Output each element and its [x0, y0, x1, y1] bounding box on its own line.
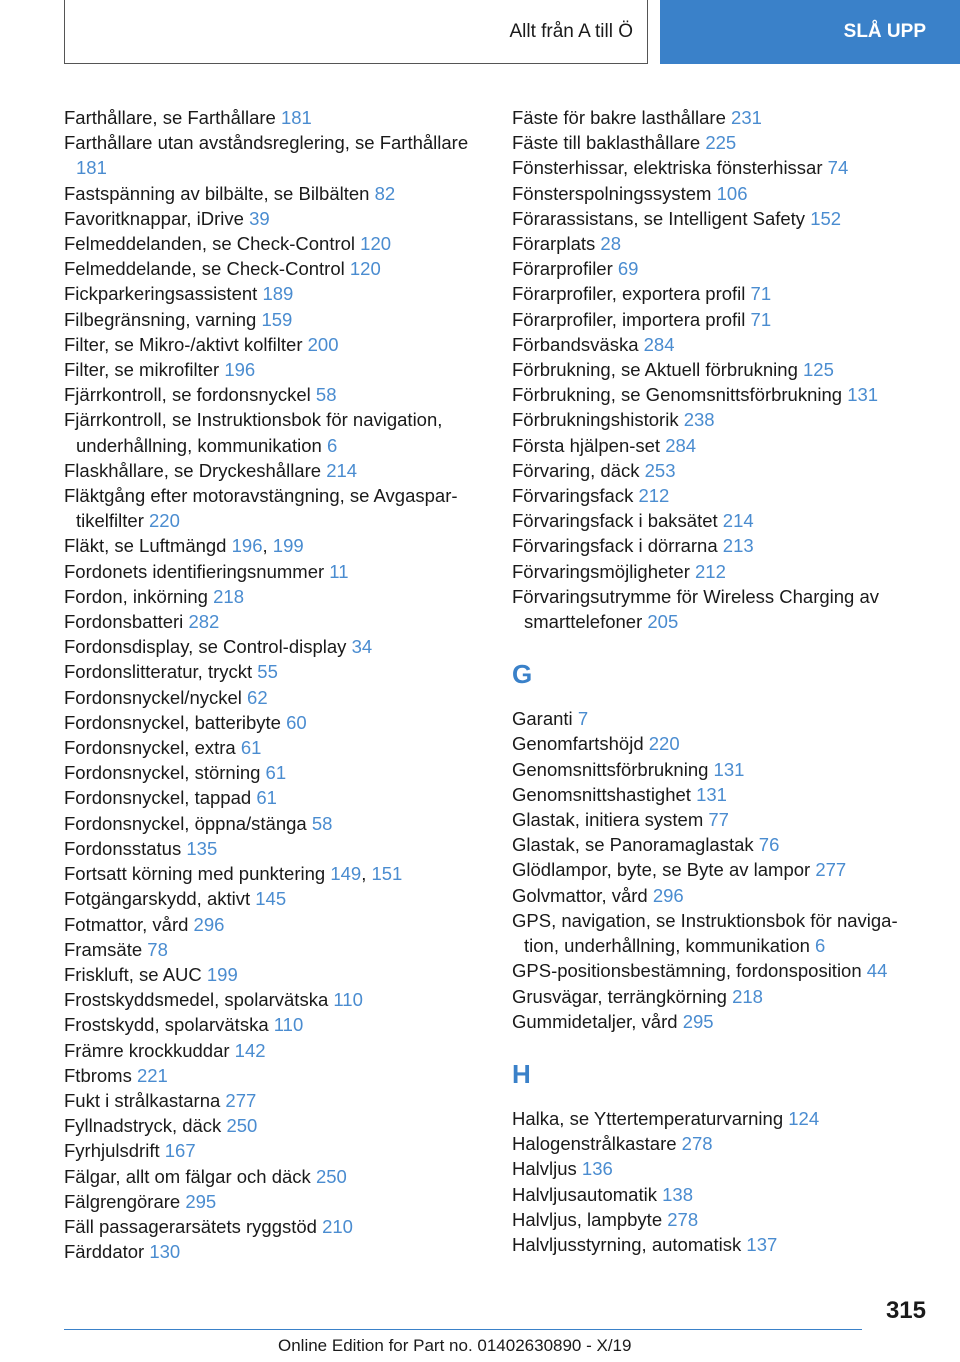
index-entry	[64, 382, 494, 407]
index-entry-term: Förarprofiler, exportera profil	[512, 283, 746, 305]
index-entry-term: Framsäte	[64, 938, 143, 960]
index-entry	[64, 1012, 494, 1037]
index-entry	[64, 710, 494, 735]
index-entry	[512, 206, 912, 231]
page-link[interactable]: 214	[722, 510, 754, 532]
page-link[interactable]: 220	[149, 510, 180, 532]
index-entry-term: Fjärrkontroll, se fordonsnyckel	[64, 384, 311, 406]
index-entry	[512, 281, 912, 306]
index-entry	[64, 886, 494, 911]
index-entry	[64, 458, 494, 483]
index-entry-term: Fortsatt körning med punktering	[64, 863, 326, 885]
page-link[interactable]: 225	[705, 132, 737, 154]
index-entry	[64, 735, 494, 760]
page-link[interactable]: 11	[329, 560, 349, 582]
index-entry	[64, 811, 494, 836]
index-entry	[64, 685, 494, 710]
index-entry	[64, 609, 494, 634]
page-link[interactable]: 238	[683, 409, 715, 431]
page-link[interactable]: 181	[76, 157, 107, 179]
page-link[interactable]: 120	[349, 258, 381, 280]
index-entry	[512, 382, 912, 407]
index-entry	[512, 458, 912, 483]
index-entry-term: Förarplats	[512, 233, 596, 255]
page-link[interactable]: 189	[262, 283, 294, 305]
index-entry	[64, 1113, 494, 1138]
index-entry	[64, 1088, 494, 1113]
page-link[interactable]: 151	[371, 863, 403, 885]
index-entry	[64, 962, 494, 987]
index-entry	[512, 1182, 912, 1207]
page-link[interactable]: 131	[713, 758, 745, 780]
index-entry-term: Förvaring, däck	[512, 459, 640, 481]
index-entry	[64, 1063, 494, 1088]
page-link[interactable]: 110	[333, 989, 363, 1011]
index-entry	[64, 1214, 494, 1239]
index-entry-term: Fjärrkontroll, se Instruktionsbok för navigation, underhållning, kommunikation	[64, 409, 443, 456]
index-entry	[64, 1138, 494, 1163]
index-entry	[512, 584, 912, 634]
index-entry	[64, 1038, 494, 1063]
index-entry-term: Frostskyddsmedel, spolarvätska	[64, 989, 329, 1011]
index-entry-term: Glastak, initiera system	[512, 809, 704, 831]
page-link[interactable]: 6	[815, 935, 826, 957]
index-entry-term: Fordonsnyckel, batteribyte	[64, 711, 281, 733]
index-entry-term: GPS, navigation, se Instruktionsbok för navigation, underhållning, kommunikation	[512, 909, 898, 957]
page-link[interactable]: 71	[750, 308, 772, 330]
index-entry	[512, 307, 912, 332]
page-link[interactable]: 82	[374, 182, 396, 204]
page-link[interactable]: 284	[665, 434, 697, 456]
page-link[interactable]: 200	[307, 333, 339, 355]
page-link[interactable]: 145	[255, 888, 287, 910]
index-entry-term: Fotmattor, vård	[64, 913, 189, 935]
index-entry	[512, 807, 912, 832]
index-entry	[512, 706, 912, 731]
index-entry-term: Halvljus, lampbyte	[512, 1208, 663, 1230]
page-link[interactable]: 167	[164, 1140, 196, 1162]
index-entry: Fläkt, se Luftmängd 196, 199	[64, 535, 304, 557]
index-entry	[64, 785, 494, 810]
index-entry	[512, 757, 912, 782]
index-entry-term: Fälgrengörare	[64, 1190, 181, 1212]
page-link[interactable]: 220	[648, 733, 680, 755]
index-entry-term: Fotgängarskydd, aktivt	[64, 888, 251, 910]
index-entry-term: Genomsnittsförbrukning	[512, 758, 709, 780]
index-entry	[512, 559, 912, 584]
index-entry	[512, 105, 912, 130]
page-link[interactable]: 205	[647, 611, 679, 633]
page-link[interactable]: 199	[206, 963, 238, 985]
index-entry: Fortsatt körning med punktering 149, 151	[64, 863, 403, 885]
index-entry-term: Förarassistans, se Intelligent Safety	[512, 207, 806, 229]
page-link[interactable]: 78	[147, 938, 168, 960]
index-entry	[512, 1156, 912, 1181]
page-link[interactable]: 74	[827, 157, 849, 179]
page-link[interactable]: 62	[247, 686, 268, 708]
page-link[interactable]: 295	[682, 1010, 714, 1032]
page-link[interactable]: 196	[224, 359, 256, 381]
page-link[interactable]: 152	[810, 207, 842, 229]
footer-divider	[64, 1329, 862, 1330]
page-link[interactable]: 131	[696, 783, 727, 805]
index-entry-term: Halvljusautomatik	[512, 1183, 657, 1205]
index-entry-term: Fordonsdisplay, se Control-display	[64, 636, 347, 658]
index-entry-term: Garanti	[512, 708, 573, 730]
index-entry	[64, 912, 494, 937]
index-entry	[64, 130, 494, 180]
index-entry-term: Förarprofiler	[512, 258, 613, 280]
page-link[interactable]: 61	[265, 762, 287, 784]
index-entry-term: Flaskhållare, se Dryckeshållare	[64, 459, 322, 481]
index-entry	[512, 832, 912, 857]
index-entry	[64, 256, 494, 281]
index-entry-term: Fönsterhissar, elektriska fönsterhissar	[512, 157, 823, 179]
index-entry	[64, 987, 494, 1012]
index-entry	[64, 332, 494, 357]
index-entry	[64, 559, 494, 584]
index-entry	[512, 155, 912, 180]
page-link[interactable]: 60	[286, 711, 307, 733]
index-entry-term: Fordonets identifieringsnummer	[64, 560, 325, 582]
index-entry-term: Fönsterspolningssystem	[512, 182, 712, 204]
page-link[interactable]: 199	[272, 535, 304, 557]
index-entry	[64, 407, 494, 457]
page-link[interactable]: 231	[731, 107, 762, 128]
index-entry-term: GPS-positionsbestämning, fordonsposition	[512, 960, 862, 982]
page-link[interactable]: 6	[326, 434, 338, 456]
page-link[interactable]: 250	[315, 1165, 347, 1187]
index-entry-term: Fäll passagerarsätets ryggstöd	[64, 1215, 317, 1237]
index-entry-term: Gummidetaljer, vård	[512, 1010, 678, 1032]
page-link[interactable]: 296	[652, 884, 684, 906]
index-entry	[512, 1207, 912, 1232]
page-link[interactable]: 250	[226, 1115, 258, 1137]
index-entry	[512, 256, 912, 281]
index-column-right	[512, 105, 912, 1257]
index-entry-term: Förvaringsutrymme för Wireless Charging av smarttelefoner	[512, 585, 880, 633]
index-entry-term: Fordonsstatus	[64, 837, 182, 859]
index-entry-term: Grusvägar, terrängkörning	[512, 985, 727, 1007]
page-link[interactable]: 7	[577, 708, 589, 730]
index-entry-term: Golvmattor, vård	[512, 884, 648, 906]
index-entry	[64, 659, 494, 684]
index-entry	[64, 760, 494, 785]
page-link[interactable]: 76	[758, 834, 780, 856]
index-entry-term: Förvaringsfack i baksätet	[512, 510, 718, 532]
page-link[interactable]: 212	[695, 560, 726, 582]
index-entry	[512, 731, 912, 756]
index-entry	[64, 181, 494, 206]
page-link[interactable]: 196	[231, 535, 263, 557]
index-letter-heading: H	[512, 1058, 531, 1089]
page-link[interactable]: 218	[732, 985, 763, 1007]
index-entry-term: Förbrukning, se Aktuell förbrukning	[512, 359, 798, 381]
index-entry	[512, 181, 912, 206]
index-entry-term: Fläkt, se Luftmängd	[64, 535, 227, 557]
page-link[interactable]: 44	[866, 960, 888, 982]
index-entry	[64, 1164, 494, 1189]
index-entry-term: Filter, se Mikro-/aktivt kolfilter	[64, 333, 303, 355]
index-entry-term: Favoritknappar, iDrive	[64, 207, 244, 229]
index-entry	[512, 883, 912, 908]
index-entry	[512, 407, 912, 432]
index-entry-term: Fordonsnyckel, extra	[64, 737, 236, 759]
index-entry-term: Filbegränsning, varning	[64, 308, 257, 330]
index-entry-term: Genomfartshöjd	[512, 733, 644, 755]
page-link[interactable]: 282	[188, 611, 220, 633]
page-link[interactable]: 213	[722, 535, 754, 557]
page-link[interactable]: 278	[667, 1208, 699, 1230]
page-link[interactable]: 34	[351, 636, 373, 658]
index-entry	[64, 1239, 494, 1264]
index-entry	[512, 483, 912, 508]
page-link[interactable]: 77	[708, 809, 729, 831]
index-entry	[64, 584, 494, 609]
index-entry-term: Halvljusstyrning, automatisk	[512, 1233, 742, 1255]
index-entry-term: Farthållare, se Farthållare	[64, 107, 276, 128]
index-entry-term: Förbandsväska	[512, 333, 639, 355]
page-link[interactable]: 71	[750, 283, 772, 305]
index-entry-term: Friskluft, se AUC	[64, 963, 202, 985]
index-entry	[512, 130, 912, 155]
page-link[interactable]: 218	[213, 585, 244, 607]
page-link[interactable]: 212	[638, 485, 670, 507]
index-entry-term: Fukt i strålkastarna	[64, 1089, 221, 1111]
page-link[interactable]: 159	[261, 308, 293, 330]
index-entry	[64, 1189, 494, 1214]
index-entry-term: Halka, se Yttertemperaturvarning	[512, 1107, 784, 1129]
page-link[interactable]: 131	[847, 384, 879, 406]
index-entry-term: Felmeddelanden, se Check-Control	[64, 233, 356, 255]
index-entry-term: Färddator	[64, 1241, 145, 1263]
page-link[interactable]: 39	[249, 207, 270, 229]
index-entry	[512, 782, 912, 807]
index-entry-term: Förvaringsfack i dörrarna	[512, 535, 718, 557]
index-entry-term: Fordonsnyckel, störning	[64, 762, 261, 784]
page-link[interactable]: 277	[815, 859, 847, 881]
index-entry	[512, 1009, 912, 1034]
index-entry	[512, 533, 912, 558]
index-entry-term: Fordonsnyckel, öppna/stänga	[64, 812, 307, 834]
page-link[interactable]: 253	[644, 459, 676, 481]
index-entry-term: Förbrukning, se Genomsnittsförbrukning	[512, 384, 843, 406]
page-link[interactable]: 142	[234, 1039, 266, 1061]
index-entry-term: Fordonsbatteri	[64, 611, 184, 633]
index-entry-term: Fyrhjulsdrift	[64, 1140, 160, 1162]
index-entry-term: Fordonslitteratur, tryckt	[64, 661, 253, 683]
page-link[interactable]: 106	[716, 182, 748, 204]
index-entry-term: Glödlampor, byte, se Byte av lampor	[512, 859, 811, 881]
index-entry	[64, 483, 494, 533]
index-entry	[64, 231, 494, 256]
index-entry	[512, 231, 912, 256]
tab-all-a-to-o[interactable]: Allt från A till Ö	[64, 0, 648, 64]
index-entry-term: Halogenstrålkastare	[512, 1133, 677, 1155]
index-letter-heading: G	[512, 659, 533, 690]
index-entry-term: Förarprofiler, importera profil	[512, 308, 746, 330]
page-link[interactable]: 69	[617, 258, 639, 280]
index-entry-term: Fickparkeringsassistent	[64, 283, 258, 305]
page-link[interactable]: 137	[746, 1233, 778, 1255]
index-entry-term: Frostskydd, spolarvätska	[64, 1014, 269, 1036]
page-link[interactable]: 120	[360, 233, 392, 255]
index-entry	[512, 1232, 912, 1257]
index-entry	[64, 357, 494, 382]
page-link[interactable]: 221	[136, 1064, 168, 1086]
index-entry-term: Glastak, se Panoramaglastak	[512, 834, 754, 856]
index-entry-term: Första hjälpen-set	[512, 434, 661, 456]
index-entry-term: Främre krockkuddar	[64, 1039, 230, 1061]
index-entry-term: Fälgar, allt om fälgar och däck	[64, 1165, 311, 1187]
index-entry-term: Fäste till baklasthållare	[512, 132, 701, 154]
page-link[interactable]: 214	[326, 459, 358, 481]
index-entry	[64, 281, 494, 306]
index-entry	[64, 836, 494, 861]
index-entry-term: Ftbroms	[64, 1064, 132, 1086]
index-entry	[64, 937, 494, 962]
index-entry-term: Fyllnadstryck, däck	[64, 1115, 222, 1137]
index-entry-term: Fläktgång efter motoravstängning, se Avgaspartikelfilter	[64, 485, 458, 532]
index-column-left	[64, 105, 494, 1264]
page-link[interactable]: 61	[240, 737, 262, 759]
index-entry-term: Farthållare utan avståndsreglering, se Farthållare	[64, 132, 469, 154]
index-entry-term: Filter, se mikrofilter	[64, 359, 220, 381]
index-entry-term: Fäste för bakre lasthållare	[512, 107, 726, 128]
index-entry	[64, 634, 494, 659]
page-link[interactable]: 130	[149, 1241, 181, 1263]
page-link[interactable]: 28	[600, 233, 621, 255]
index-entry	[512, 984, 912, 1009]
index-entry-term: Fastspänning av bilbälte, se Bilbälten	[64, 182, 370, 204]
index-entry-term: Felmeddelande, se Check-Control	[64, 258, 345, 280]
index-entry	[512, 508, 912, 533]
footer-edition: Online Edition for Part no. 01402630890 - X/19	[278, 1336, 632, 1355]
index-entry	[512, 332, 912, 357]
index-entry-term: Halvljus	[512, 1158, 577, 1180]
index-entry	[512, 857, 912, 882]
index-entry	[64, 105, 494, 130]
page-link[interactable]: 149	[330, 863, 362, 885]
index-entry-term: Förvaringsfack	[512, 485, 634, 507]
page-link[interactable]: 277	[225, 1089, 257, 1111]
page-link[interactable]: 181	[280, 107, 312, 128]
index-entry	[512, 1131, 912, 1156]
index-entry	[512, 433, 912, 458]
index-entry-term: Fordonsnyckel, tappad	[64, 787, 252, 809]
page-link[interactable]: 124	[788, 1107, 820, 1129]
page-link[interactable]: 295	[185, 1190, 217, 1212]
page-link[interactable]: 58	[311, 812, 333, 834]
page-number: 315	[885, 1297, 926, 1324]
page-link[interactable]: 284	[643, 333, 675, 355]
page-link[interactable]: 58	[315, 384, 337, 406]
index-entry-term: Fordonsnyckel/nyckel	[64, 686, 242, 708]
page-link[interactable]: 138	[662, 1183, 693, 1205]
tab-lookup[interactable]: SLÅ UPP	[660, 0, 960, 64]
page-link[interactable]: 55	[257, 661, 278, 683]
page-link[interactable]: 278	[681, 1133, 713, 1155]
index-entry	[512, 1106, 912, 1131]
page-link[interactable]: 135	[186, 837, 218, 859]
index-entry-term: Genomsnittshastighet	[512, 783, 691, 805]
page-link[interactable]: 110	[273, 1014, 304, 1036]
page-link[interactable]: 61	[256, 787, 277, 809]
index-entry	[64, 307, 494, 332]
index-entry	[512, 908, 912, 958]
page-link[interactable]: 125	[803, 359, 834, 381]
page-link[interactable]: 210	[322, 1215, 353, 1237]
page-link[interactable]: 136	[581, 1158, 613, 1180]
index-entry	[512, 357, 912, 382]
index-entry-term: Förvaringsmöjligheter	[512, 560, 690, 582]
page-link[interactable]: 296	[193, 913, 225, 935]
index-entry-term: Fordon, inkörning	[64, 585, 208, 607]
index-entry-term: Förbrukningshistorik	[512, 409, 679, 431]
index-entry	[64, 206, 494, 231]
index-entry	[512, 958, 912, 983]
